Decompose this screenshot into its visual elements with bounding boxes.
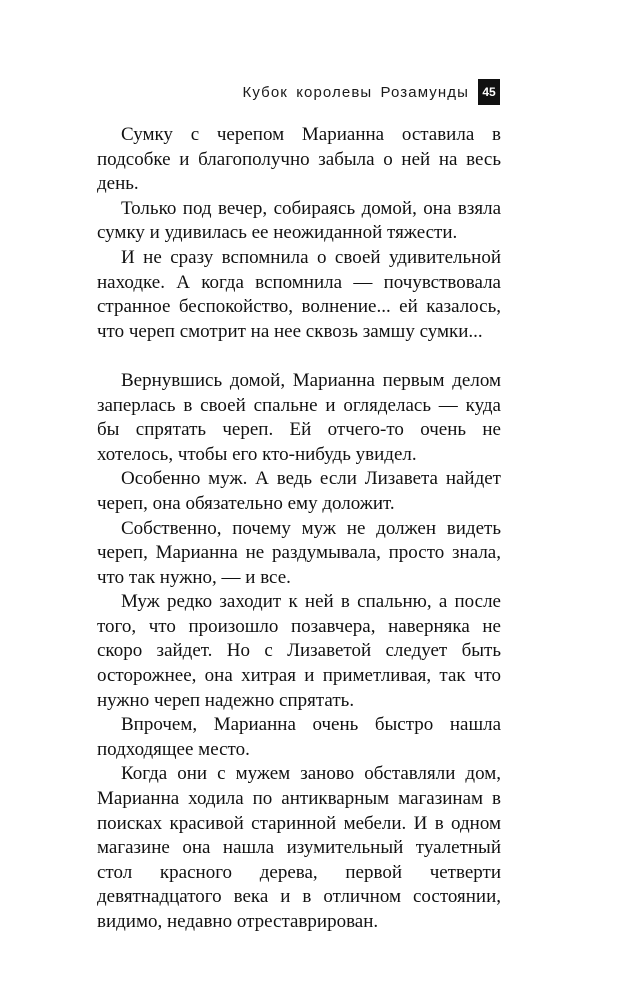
- running-title: Кубок королевы Розамунды: [242, 83, 469, 101]
- body-text: [97, 123, 501, 935]
- paragraph: Муж редко заходит к ней в спальню, а после того, что произошло позавчера, наверняка не скоро зайдет. Но с Лизаветой следует быть осторожнее, она хитрая и приметливая, так что нужно череп надежно спрятать.: [97, 591, 501, 711]
- paragraph: Только под вечер, собираясь домой, она взяла сумку и удивилась ее неожиданной тяжести.: [97, 197, 501, 244]
- section-break: [97, 344, 501, 369]
- paragraph: Когда они с мужем заново обставляли дом, Марианна ходила по антикварным магазинам в поисках красивой старинной мебели. И в одном магазине она нашла изумительный туалетный стол красного дерева, первой четверти девятнадцатого века и в отличном состоянии, видимо, недавно отреставрирован.: [97, 763, 501, 932]
- paragraph: Особенно муж. А ведь если Лизавета найдет череп, она обязательно ему доложит.: [97, 468, 501, 514]
- paragraph: Сумку с черепом Марианна оставила в подсобке и благополучно забыла о ней на весь день.: [97, 124, 501, 195]
- paragraph: И не сразу вспомнила о своей удивительной находке. А когда вспомнила — почувствовала странное беспокойство, волнение... ей казалось, что череп смотрит на нее сквозь замшу сумки...: [97, 246, 501, 342]
- page-number: 45: [478, 79, 500, 105]
- paragraph: Вернувшись домой, Марианна первым делом заперлась в своей спальне и огляделась — куда бы спрятать череп. Ей отчего-то очень не хотелось, чтобы его кто-нибудь увидел.: [97, 369, 501, 465]
- running-head: [0, 79, 500, 105]
- paragraph: Собственно, почему муж не должен видеть череп, Марианна не раздумывала, просто знала, что так нужно, — и все.: [97, 517, 501, 588]
- paragraph: Впрочем, Марианна очень быстро нашла подходящее место.: [97, 714, 501, 760]
